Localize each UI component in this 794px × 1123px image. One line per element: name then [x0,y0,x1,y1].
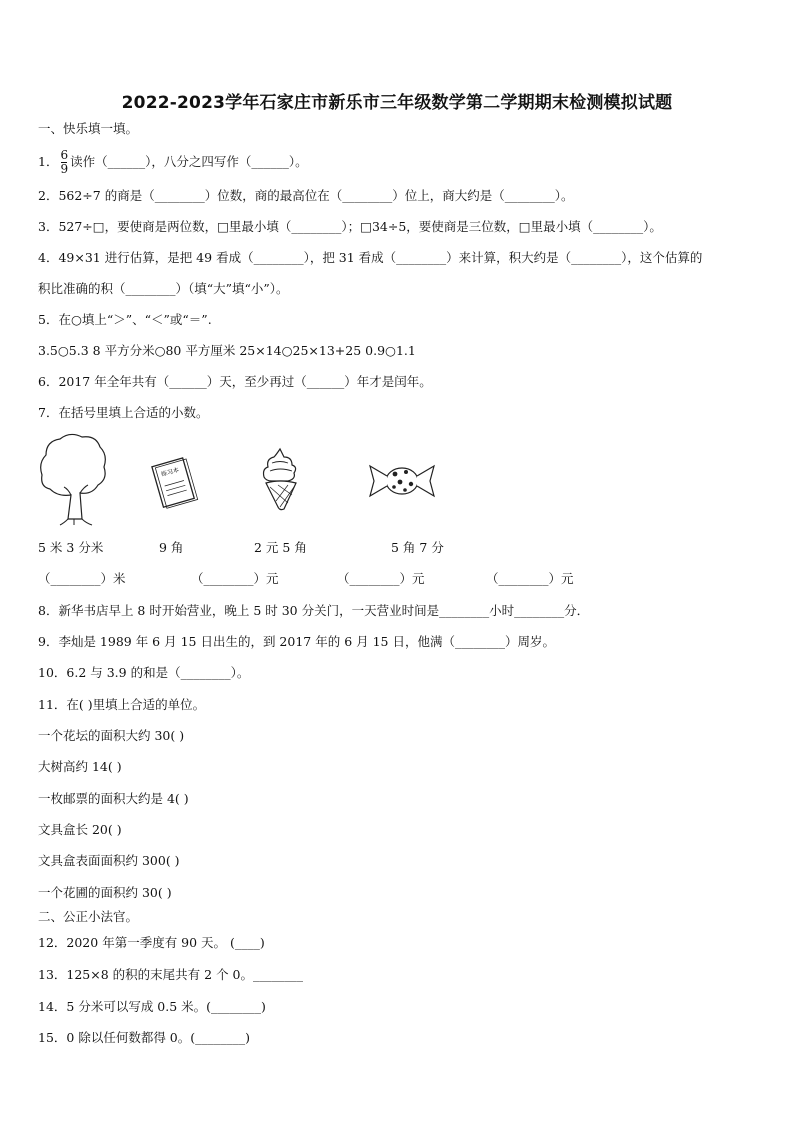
question-6: 6．2017 年全年共有（______）天，至少再过（______）年才是闰年。 [38,374,432,389]
question-10: 10．6.2 与 3.9 的和是（________）。 [38,665,250,680]
question-5: 5．在○填上“＞”、“＜”或“＝”. [38,312,212,327]
question-4-line-1: 4．49×31 进行估算，是把 49 看成（________），把 31 看成（________）来计算，积大约是（________），这个估算的 [38,250,703,265]
q7-label-book: 9 角 [159,540,184,555]
question-9: 9．李灿是 1989 年 6 月 15 日出生的，到 2017 年的 6 月 15 日，他满（________）周岁。 [38,634,555,649]
question-12: 12．2020 年第一季度有 90 天。 (____) [38,935,265,950]
q11-item-garden-area: 一个花圃的面积约 30( ) [38,885,172,900]
question-2: 2．562÷7 的商是（________）位数，商的最高位在（________）位上，商大约是（________）。 [38,188,574,203]
book-cover-label: 练习本 [160,466,180,479]
question-14: 14．5 分米可以写成 0.5 米。(________) [38,999,266,1014]
question-8: 8．新华书店早上 8 时开始营业，晚上 5 时 30 分关门，一天营业时间是________小时________分． [38,603,590,618]
ice-cream-icon [258,447,302,512]
q7-answer-tree: （________）米 [38,571,126,586]
question-15: 15．0 除以任何数都得 0。(________) [38,1030,251,1045]
q7-answer-book: （________）元 [191,571,279,586]
q7-label-ice-cream: 2 元 5 角 [254,540,307,555]
fraction-6-9: $\frac{6}{9}$ [60,148,69,176]
question-3: 3．527÷□，要使商是两位数，□里最小填（________）；□34÷5，要使商是三位数，□里最小填（________）。 [38,219,662,234]
tree-icon [38,433,108,528]
q7-label-tree: 5 米 3 分米 [38,540,104,555]
q11-item-flower-bed: 一个花坛的面积大约 30( ) [38,728,185,743]
question-5-items: 3.5○5.3 8 平方分米○80 平方厘米 25×14○25×13+25 0.9○1.1 [38,343,416,358]
page-title: 2022-2023学年石家庄市新乐市三年级数学第二学期期末检测模拟试题 [121,93,673,113]
section-2-heading: 二、公正小法官。 [38,909,139,924]
question-4-line-2: 积比准确的积（________）（填“大”填“小”）。 [38,281,289,296]
question-1 [38,149,308,176]
q7-label-candy: 5 角 7 分 [391,540,444,555]
candy-icon [366,462,438,500]
question-1-text: 读作（______），八分之四写作（______）。 [70,154,308,169]
q11-item-pencil-box-surface: 文具盒表面面积约 300( ) [38,853,180,868]
exercise-book-icon [150,455,200,510]
question-11: 11．在( )里填上合适的单位。 [38,697,206,712]
question-7: 7．在括号里填上合适的小数。 [38,405,209,420]
q11-item-pencil-box-length: 文具盒长 20( ) [38,822,122,837]
q7-answer-ice-cream: （________）元 [337,571,425,586]
section-1-heading: 一、快乐填一填。 [38,121,139,136]
q11-item-stamp-area: 一枚邮票的面积大约是 4( ) [38,791,189,806]
q7-answer-candy: （________）元 [486,571,574,586]
question-1-number: 1． [38,154,59,169]
question-13: 13．125×8 的积的末尾共有 2 个 0。________ [38,967,303,982]
q11-item-tree-height: 大树高约 14( ) [38,759,122,774]
